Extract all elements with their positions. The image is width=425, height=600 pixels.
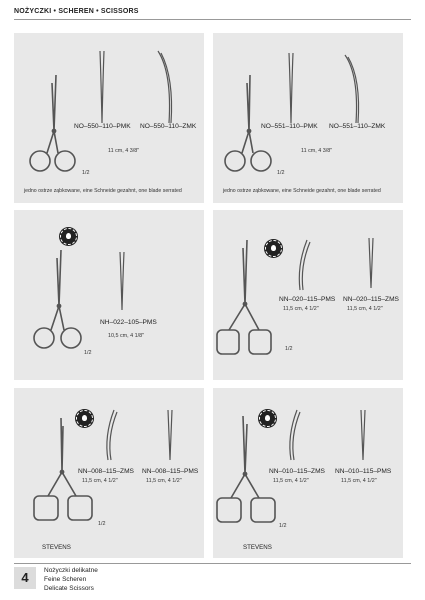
blade-tip-icon (107, 410, 172, 460)
scissors-icon (30, 75, 75, 171)
product-panel-4 (213, 210, 403, 380)
product-panel-1 (14, 33, 204, 203)
product-code: NN–008–115–PMS (142, 468, 199, 475)
scissors-illustration-4 (213, 210, 403, 380)
blade-tip-icon (289, 53, 359, 123)
product-code: NO–551–110–PMK (261, 123, 318, 130)
product-code: NN–020–115–ZMS (343, 296, 399, 303)
product-size: 11,5 cm, 4 1/2" (273, 478, 309, 484)
scale-fraction: 1/2 (279, 523, 287, 529)
scissors-icon (34, 250, 81, 348)
quality-seal-icon (259, 410, 276, 427)
product-size: 11,5 cm, 4 1/2" (283, 306, 319, 312)
product-size: 11,5 cm, 4 1/2" (341, 478, 377, 484)
footer-divider (14, 563, 411, 564)
scale-fraction: 1/2 (84, 350, 92, 356)
page-header: NOŻYCZKI • SCHEREN • SCISSORS (14, 8, 139, 15)
scissors-illustration-1 (14, 33, 204, 203)
blade-tip-icon (100, 51, 172, 123)
product-panel-3 (14, 210, 204, 380)
footer-title-pl: Nożyczki delikatne (44, 567, 98, 574)
blade-tip-icon (299, 238, 373, 290)
scale-fraction: 1/2 (98, 521, 106, 527)
product-panel-5 (14, 388, 204, 558)
scale-fraction: 1/2 (277, 170, 285, 176)
blade-tip-icon (120, 252, 124, 310)
product-label: STEVENS (243, 544, 272, 551)
product-note: jedno ostrze ząbkowane, eine Schneide gezahnt, one blade serrated (223, 188, 381, 194)
product-label: STEVENS (42, 544, 71, 551)
product-code: NH–022–105–PMS (100, 319, 157, 326)
product-code: NO–550–110–PMK (74, 123, 131, 130)
scissors-icon (217, 416, 275, 522)
product-code: NO–551–110–ZMK (329, 123, 386, 130)
quality-seal-icon (60, 228, 77, 245)
header-divider (14, 19, 411, 20)
product-code: NN–008–115–ZMS (78, 468, 134, 475)
product-code: NO–550–110–ZMK (140, 123, 197, 130)
quality-seal-icon (265, 240, 282, 257)
page-number: 4 (14, 567, 36, 589)
product-size: 11,5 cm, 4 1/2" (82, 478, 118, 484)
scissors-illustration-2 (213, 33, 403, 203)
blade-tip-icon (290, 410, 365, 460)
product-code: NN–010–115–PMS (335, 468, 392, 475)
scale-fraction: 1/2 (285, 346, 293, 352)
product-code: NN–020–115–PMS (279, 296, 336, 303)
footer-title-en: Delicate Scissors (44, 585, 94, 592)
product-size: 11 cm, 4 3/8" (108, 148, 140, 154)
quality-seal-icon (76, 410, 93, 427)
scissors-icon (217, 240, 271, 354)
scale-fraction: 1/2 (82, 170, 90, 176)
product-code: NN–010–115–ZMS (269, 468, 325, 475)
product-size: 10,5 cm, 4 1/8" (108, 333, 145, 339)
product-size: 11,5 cm, 4 1/2" (347, 306, 383, 312)
product-panel-2 (213, 33, 403, 203)
product-note: jedno ostrze ząbkowane, eine Schneide gezahnt, one blade serrated (24, 188, 182, 194)
product-size: 11,5 cm, 4 1/2" (146, 478, 182, 484)
footer-title-de: Feine Scheren (44, 576, 87, 583)
product-size: 11 cm, 4 3/8" (301, 148, 333, 154)
scissors-illustration-3 (14, 210, 204, 380)
product-panel-6 (213, 388, 403, 558)
